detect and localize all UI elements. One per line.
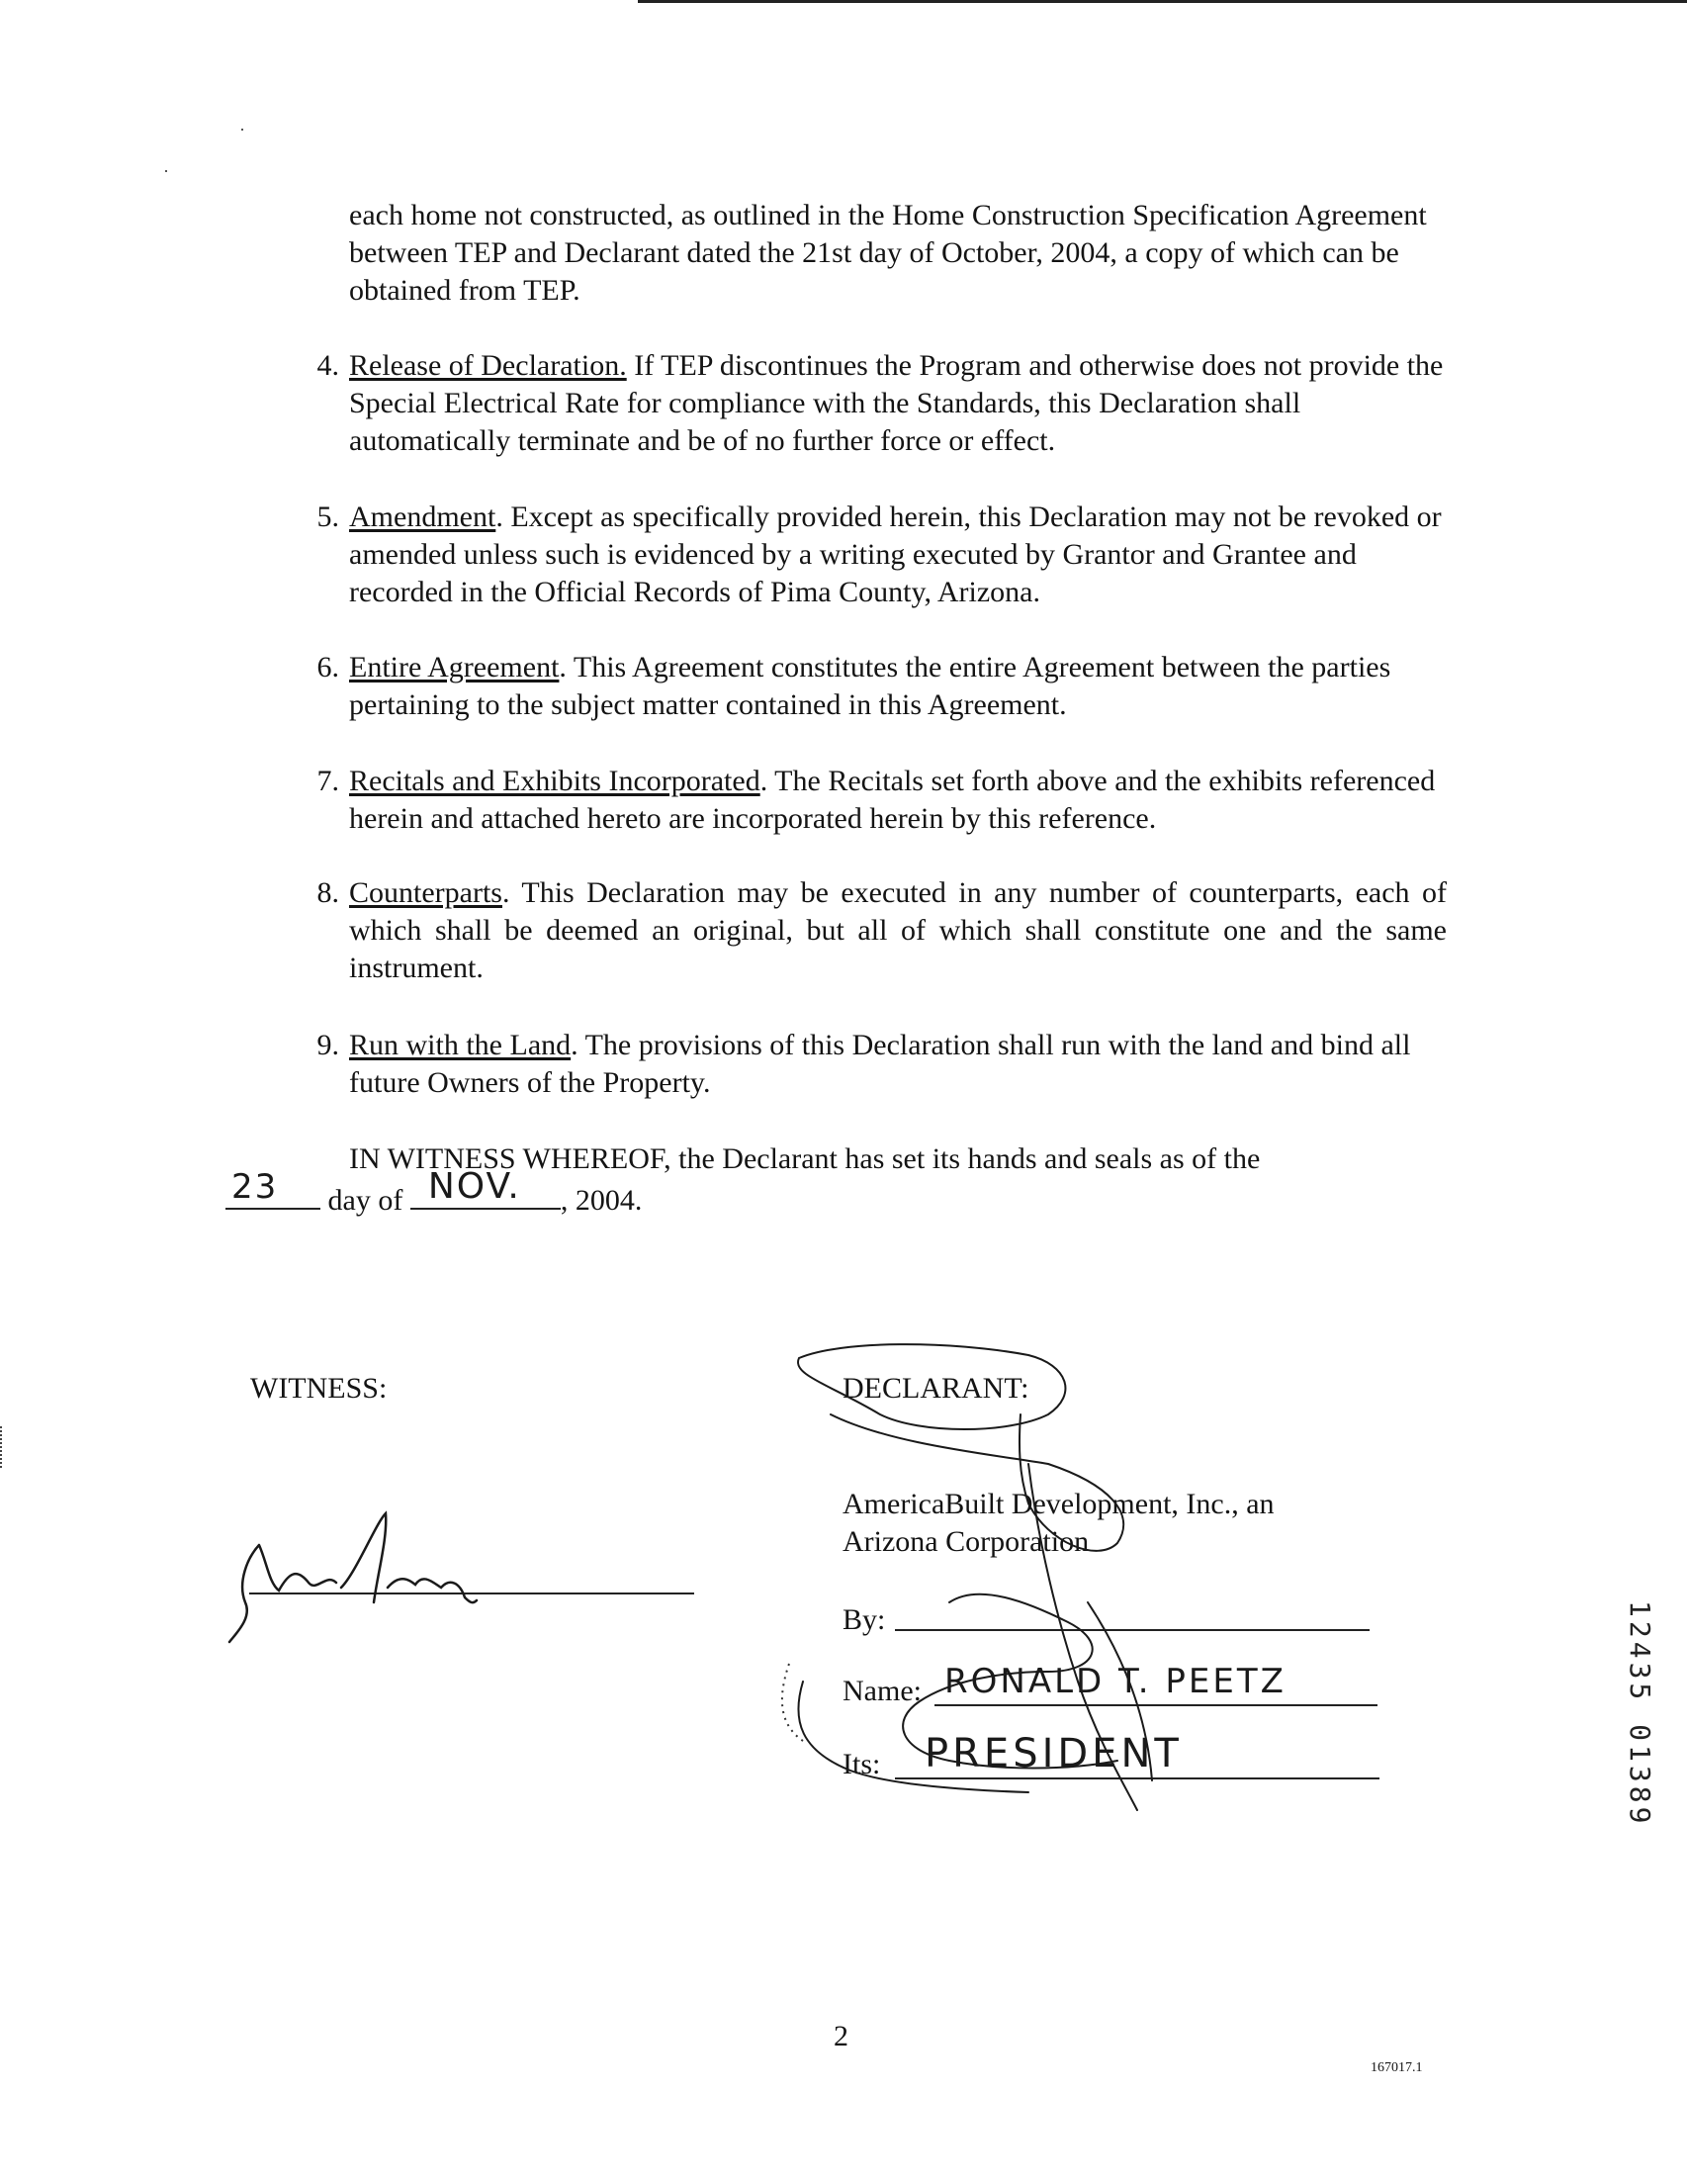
its-handwritten: PRESIDENT — [925, 1731, 1183, 1776]
item-heading: Recitals and Exhibits Incorporated — [349, 765, 760, 797]
item-number: 7. — [316, 765, 339, 797]
item-number: 5. — [316, 500, 339, 533]
year-suffix: , 2004. — [560, 1184, 643, 1217]
item-heading: Amendment — [349, 500, 496, 533]
day-handwritten: 23 — [231, 1167, 279, 1207]
document-id: 167017.1 — [1371, 2060, 1423, 2075]
item-text: If TEP discontinues the Program and otherwise does not provide the Special Electrical Rate for compliance with the Standards, this Declaration shall automatically terminate and be of no further force or effect. — [349, 349, 1444, 457]
by-label: By: — [843, 1603, 886, 1636]
declarant-label: DECLARANT: — [843, 1372, 1029, 1405]
company-line-2: Arizona Corporation — [843, 1525, 1090, 1558]
item-text: . Except as specifically provided herein, this Declaration may not be revoked or amended unless such is evidenced by a writing executed by Grantor and Grantee and recorded in the Official Records of Pima County, Arizona. — [349, 500, 1442, 608]
item-heading: Entire Agreement — [349, 651, 560, 683]
item-text: . This Declaration may be executed in any number of counterparts, each of which shall be deemed an original, but all of which shall constitute one and the same instrument. — [349, 876, 1447, 984]
witness-signature — [229, 1513, 477, 1642]
page-number: 2 — [834, 2020, 848, 2052]
item-text: . The Recitals set forth above and the exhibits referenced herein and attached hereto are incorporated herein by this reference. — [349, 765, 1436, 835]
intro-paragraph: each home not constructed, as outlined in the Home Construction Specification Agreement between TEP and Declarant dated the 21st day of October, 2004, a copy of which can be obtained from TEP. — [349, 199, 1427, 307]
name-handwritten: RONALD T. PEETZ — [944, 1662, 1287, 1701]
item-heading: Counterparts — [349, 876, 502, 909]
witness-clause: IN WITNESS WHEREOF, the Declarant has set its hands and seals as of the — [349, 1142, 1261, 1175]
month-handwritten: NOV. — [427, 1166, 521, 1207]
name-label: Name: — [843, 1675, 922, 1707]
witness-label: WITNESS: — [250, 1372, 388, 1405]
item-number: 6. — [316, 651, 339, 683]
recording-stamp: 12435 01389 — [1624, 1600, 1656, 1828]
item-text: . The provisions of this Declaration shall run with the land and bind all future Owners of the Property. — [349, 1029, 1411, 1099]
day-label: day of — [327, 1184, 403, 1217]
item-heading: Release of Declaration. — [349, 349, 627, 382]
item-number: 4. — [316, 349, 339, 382]
company-line-1: AmericaBuilt Development, Inc., an — [843, 1488, 1275, 1520]
item-number: 8. — [316, 876, 339, 909]
item-text: . This Agreement constitutes the entire Agreement between the parties pertaining to the subject matter contained in this Agreement. — [349, 651, 1391, 721]
signature-dotted-trace — [782, 1664, 803, 1741]
its-label: Its: — [843, 1748, 881, 1780]
item-number: 9. — [316, 1029, 339, 1061]
declarant-signature — [798, 1344, 1152, 1810]
item-heading: Run with the Land — [349, 1029, 572, 1061]
